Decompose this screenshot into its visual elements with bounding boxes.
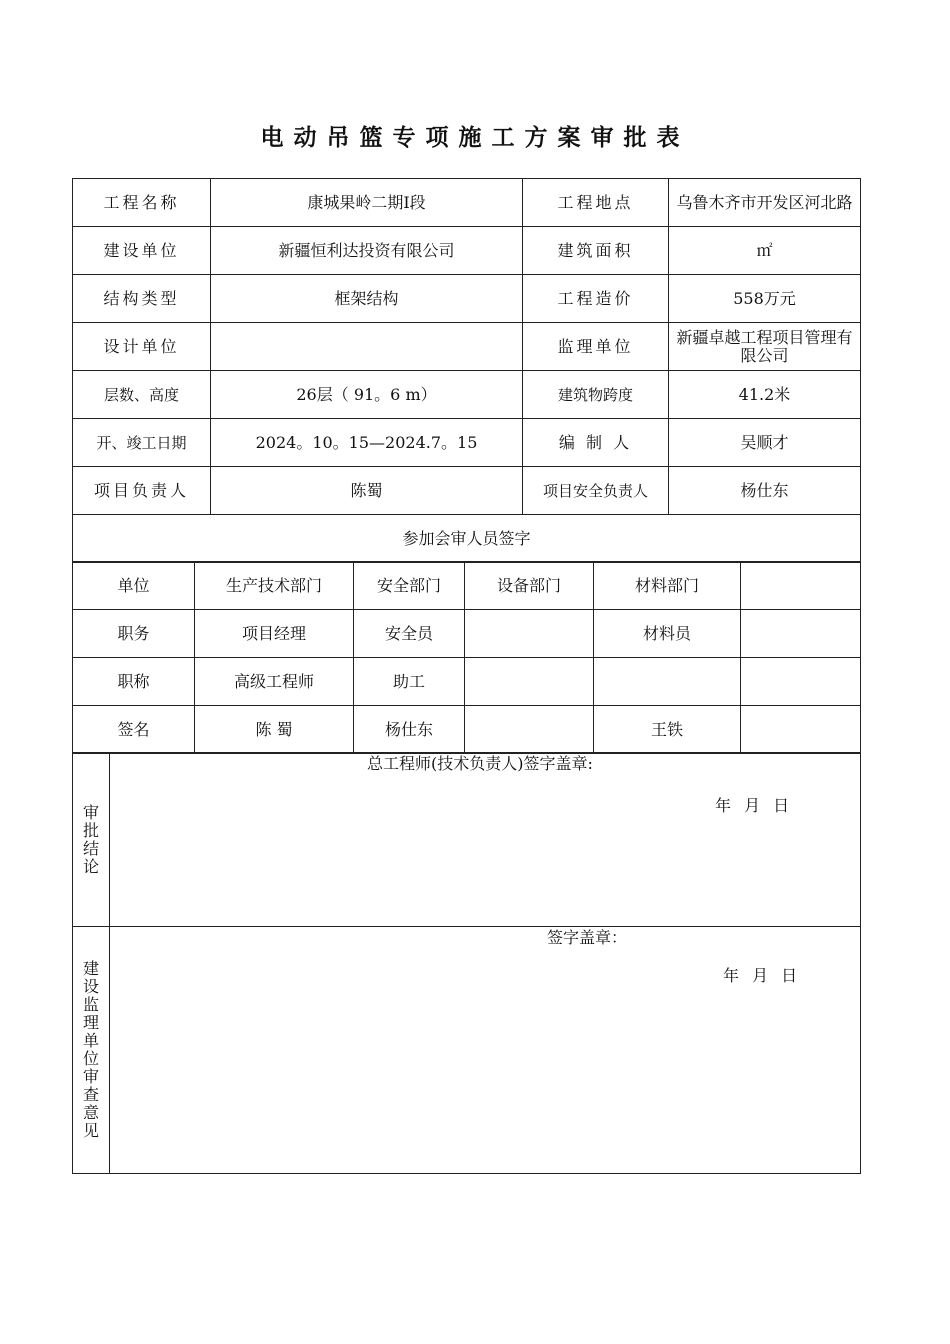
- chief-engineer-signature-prompt: 总工程师(技术负责人)签字盖章:: [367, 754, 593, 773]
- table-cell: 杨仕东: [354, 706, 465, 754]
- vertical-label-char: 意: [82, 1103, 99, 1122]
- vertical-label-char: 单: [82, 1031, 99, 1050]
- vertical-label-char: 理: [82, 1013, 99, 1032]
- building-span-value: 41.2米: [669, 371, 861, 419]
- vertical-label-char: 见: [82, 1121, 99, 1140]
- building-area-value: ㎡: [669, 227, 861, 275]
- table-cell: 生产技术部门: [195, 562, 354, 610]
- floors-height-label: 层数、高度: [73, 371, 211, 419]
- table-cell: [594, 658, 741, 706]
- compiler-label: 编 制 人: [523, 419, 669, 467]
- table-cell: [465, 658, 594, 706]
- table-cell: 安全部门: [354, 562, 465, 610]
- review-signature-table: [72, 561, 861, 754]
- owner-label: 建设单位: [73, 227, 211, 275]
- project-cost-label: 工程造价: [523, 275, 669, 323]
- table-row: [73, 323, 861, 371]
- start-end-date-label: 开、竣工日期: [73, 419, 211, 467]
- vertical-label-char: 建: [82, 959, 99, 978]
- vertical-label-char: 审: [82, 802, 99, 822]
- design-unit-label: 设计单位: [73, 323, 211, 371]
- vertical-label-char: 位: [82, 1049, 99, 1068]
- table-row: [73, 658, 861, 706]
- approval-conclusion-cell: [110, 753, 861, 927]
- supervision-signature-prompt: 签字盖章：: [547, 928, 628, 947]
- vertical-label-char: 查: [82, 1085, 99, 1104]
- table-row: [73, 371, 861, 419]
- project-manager-value: 陈蜀: [211, 467, 523, 515]
- table-row: [73, 227, 861, 275]
- table-row: [73, 275, 861, 323]
- project-location-value: 乌鲁木齐市开发区河北路: [669, 179, 861, 227]
- design-unit-value: [211, 323, 523, 371]
- table-row: [73, 610, 861, 658]
- vertical-label-char: 监: [82, 995, 99, 1014]
- table-cell: 项目经理: [195, 610, 354, 658]
- vertical-label-char: 设: [82, 977, 99, 996]
- supervision-date: 年 月 日: [723, 966, 798, 985]
- table-cell: 陈 蜀: [195, 706, 354, 754]
- project-manager-label: 项目负责人: [73, 467, 211, 515]
- approval-date: 年 月 日: [715, 796, 790, 815]
- table-cell: 助工: [354, 658, 465, 706]
- structure-type-value: 框架结构: [211, 275, 523, 323]
- table-row: [73, 179, 861, 227]
- building-area-label: 建筑面积: [523, 227, 669, 275]
- approval-table: [72, 752, 861, 1174]
- safety-manager-value: 杨仕东: [669, 467, 861, 515]
- project-cost-value: 558万元: [669, 275, 861, 323]
- title-label: 职称: [73, 658, 195, 706]
- table-cell: [741, 610, 861, 658]
- project-name-label: 工程名称: [73, 179, 211, 227]
- supervision-opinion-cell: [110, 927, 861, 1174]
- table-cell: 安全员: [354, 610, 465, 658]
- table-row: [73, 706, 861, 754]
- table-cell: [465, 706, 594, 754]
- supervision-opinion-label: [73, 927, 110, 1174]
- table-row: [73, 927, 861, 1174]
- table-cell: [465, 610, 594, 658]
- table-cell: 设备部门: [465, 562, 594, 610]
- supervision-unit-label: 监理单位: [523, 323, 669, 371]
- owner-value: 新疆恒利达投资有限公司: [211, 227, 523, 275]
- approval-label-text: [73, 804, 109, 876]
- table-row: [73, 419, 861, 467]
- building-span-label: 建筑物跨度: [523, 371, 669, 419]
- table-cell: [741, 706, 861, 754]
- review-signatures-header: 参加会审人员签字: [73, 515, 861, 563]
- table-cell: [741, 562, 861, 610]
- floors-height-value: 26层（ 91。6 m）: [211, 371, 523, 419]
- vertical-label-char: 批: [82, 820, 99, 840]
- table-cell: 高级工程师: [195, 658, 354, 706]
- signature-label: 签名: [73, 706, 195, 754]
- page-title: 电动吊篮专项施工方案审批表: [260, 124, 690, 151]
- table-row: [73, 467, 861, 515]
- supervision-unit-value: 新疆卓越工程项目管理有限公司: [669, 323, 861, 371]
- vertical-label-char: 审: [82, 1067, 99, 1086]
- table-cell: 王铁: [594, 706, 741, 754]
- supervision-label-text: [73, 960, 109, 1140]
- compiler-value: 吴顺才: [669, 419, 861, 467]
- table-cell: 材料部门: [594, 562, 741, 610]
- approval-conclusion-label: [73, 753, 110, 927]
- vertical-label-char: 结: [82, 838, 99, 858]
- position-label: 职务: [73, 610, 195, 658]
- unit-label: 单位: [73, 562, 195, 610]
- start-end-date-value: 2024。10。15—2024.7。15: [211, 419, 523, 467]
- table-cell: 材料员: [594, 610, 741, 658]
- vertical-label-char: 论: [82, 856, 99, 876]
- project-name-value: 康城果岭二期Ⅰ段: [211, 179, 523, 227]
- safety-manager-label: 项目安全负责人: [523, 467, 669, 515]
- table-row: [73, 753, 861, 927]
- project-location-label: 工程地点: [523, 179, 669, 227]
- table-row: [73, 515, 861, 563]
- table-cell: [741, 658, 861, 706]
- structure-type-label: 结构类型: [73, 275, 211, 323]
- table-row: [73, 562, 861, 610]
- project-info-table: [72, 178, 861, 563]
